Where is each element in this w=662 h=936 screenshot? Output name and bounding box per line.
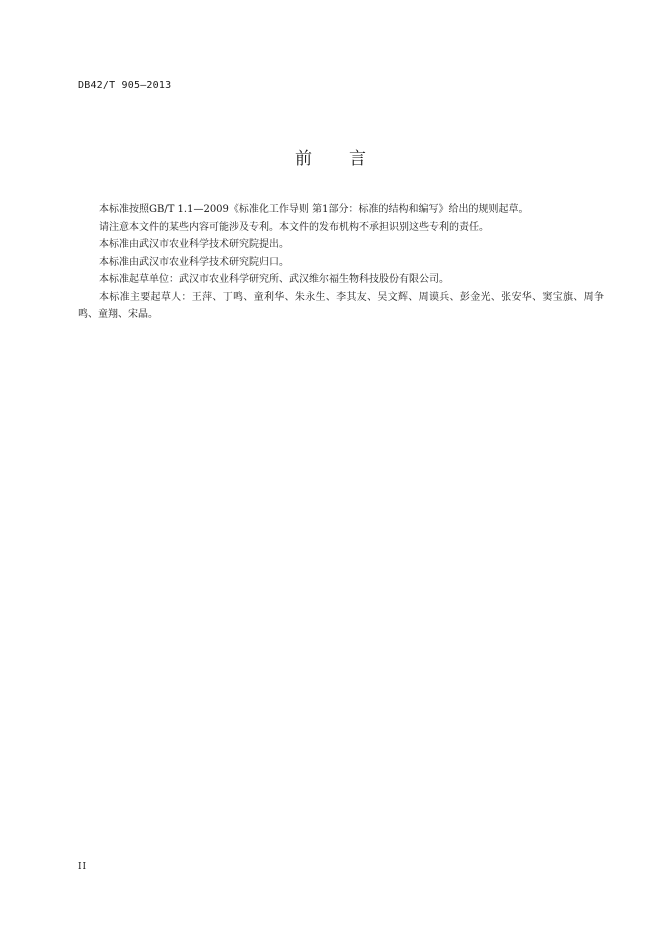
standard-code: DB42/T 905—2013 [78,80,172,91]
paragraph-patent-notice: 请注意本文件的某些内容可能涉及专利。本文件的发布机构不承担识别这些专利的责任。 [99,221,489,233]
foreword-body [78,201,604,324]
paragraph-main-drafters: 本标准主要起草人：王萍、丁鸣、童利华、朱永生、李其友、吴文辉、周谟兵、彭金光、张安华、窦宝旗、周争鸣、童翔、宋晶。 [78,291,604,320]
paragraph-drafting-units: 本标准起草单位：武汉市农业科学研究所、武汉维尔福生物科技股份有限公司。 [99,274,449,285]
page-number: II [78,862,88,872]
paragraph-drafting-rules: 本标准按照GB/T 1.1—2009《标准化工作导则 第1部分：标准的结构和编写》给出的规则起草。 [99,204,529,215]
page-title: 前 言 [295,149,367,169]
paragraph-under-jurisdiction: 本标准由武汉市农业科学技术研究院归口。 [99,256,289,268]
paragraph-proposed-by: 本标准由武汉市农业科学技术研究院提出。 [99,239,289,250]
